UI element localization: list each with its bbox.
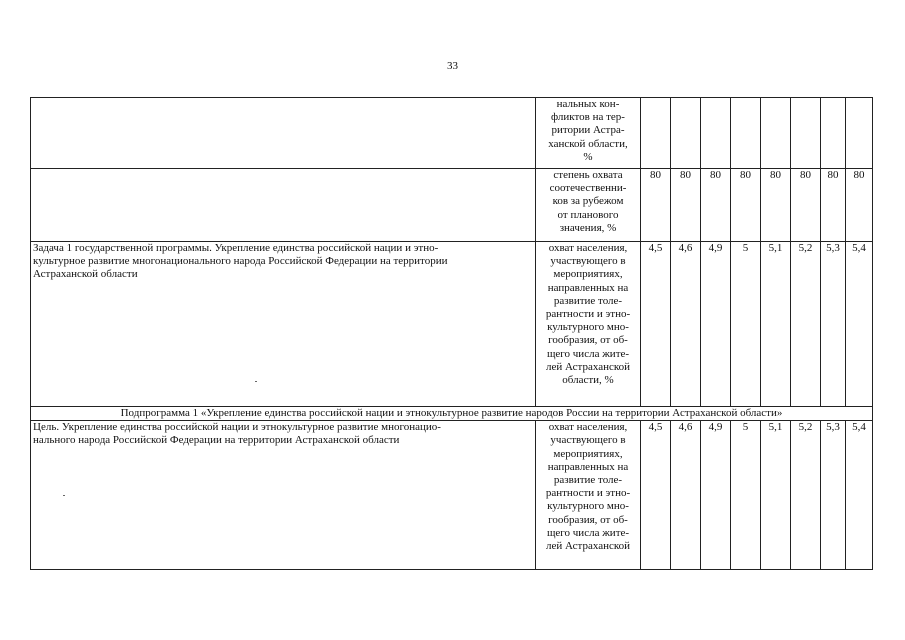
value-cell: 5,4: [846, 421, 873, 570]
value-cell: 5,3: [821, 421, 846, 570]
value-cell: [846, 98, 873, 169]
scan-speck: [63, 495, 65, 496]
value-cell: [761, 98, 791, 169]
value-cell: 5,1: [761, 421, 791, 570]
value-cell: 5,1: [761, 242, 791, 407]
value-cell: 4,9: [701, 421, 731, 570]
value-cell: [731, 98, 761, 169]
value-cell: 5: [731, 421, 761, 570]
value-cell: 80: [846, 169, 873, 242]
value-cell: 5,4: [846, 242, 873, 407]
table-row: [31, 421, 873, 570]
indicator-cell: нальных кон- фликтов на тер- ритории Астра- ханской области, %: [536, 98, 641, 169]
value-cell: 5,2: [791, 242, 821, 407]
value-cell: 80: [761, 169, 791, 242]
row-description: Цель. Укрепление единства российской нации и этнокультурное развитие многонацио- нального народа Российской Федерации на территории Астраханской области: [31, 421, 536, 570]
indicator-cell: охват населения, участвующего в мероприятиях, направленных на развитие толе- рантности и этно- культурного мно- гообразия, от об- щего числа жите- лей Астраханской области, %: [536, 242, 641, 407]
value-cell: 80: [641, 169, 671, 242]
value-cell: 5,2: [791, 421, 821, 570]
value-cell: [671, 98, 701, 169]
value-cell: 5,3: [821, 242, 846, 407]
value-cell: 4,5: [641, 421, 671, 570]
value-cell: 4,9: [701, 242, 731, 407]
value-cell: 80: [821, 169, 846, 242]
value-cell: 4,5: [641, 242, 671, 407]
indicator-cell: степень охвата соотечественни- ков за рубежом от планового значения, %: [536, 169, 641, 242]
value-cell: 4,6: [671, 242, 701, 407]
value-cell: [641, 98, 671, 169]
table-row: [31, 169, 873, 242]
value-cell: 80: [731, 169, 761, 242]
value-cell: 80: [791, 169, 821, 242]
value-cell: 5: [731, 242, 761, 407]
table-row: [31, 407, 873, 421]
table-row: [31, 242, 873, 407]
value-cell: 80: [701, 169, 731, 242]
table-row: [31, 98, 873, 169]
row-description: Задача 1 государственной программы. Укрепление единства российской нации и этно- культурное развитие многонационального народа Российской Федерации на территории Астраханской области: [31, 242, 536, 407]
indicators-table: [30, 97, 873, 570]
value-cell: [821, 98, 846, 169]
value-cell: [791, 98, 821, 169]
subprogram-heading: Подпрограмма 1 «Укрепление единства российской нации и этнокультурное развитие народов России на территории Астраханской области»: [31, 407, 873, 421]
row-description: [31, 98, 536, 169]
page-number: 33: [447, 60, 458, 72]
value-cell: 4,6: [671, 421, 701, 570]
indicator-cell: охват населения, участвующего в мероприятиях, направленных на развитие толе- рантности и этно- культурного мно- гообразия, от об- щего числа жите- лей Астраханской: [536, 421, 641, 570]
scan-speck: [255, 381, 257, 382]
value-cell: 80: [671, 169, 701, 242]
value-cell: [701, 98, 731, 169]
row-description: [31, 169, 536, 242]
